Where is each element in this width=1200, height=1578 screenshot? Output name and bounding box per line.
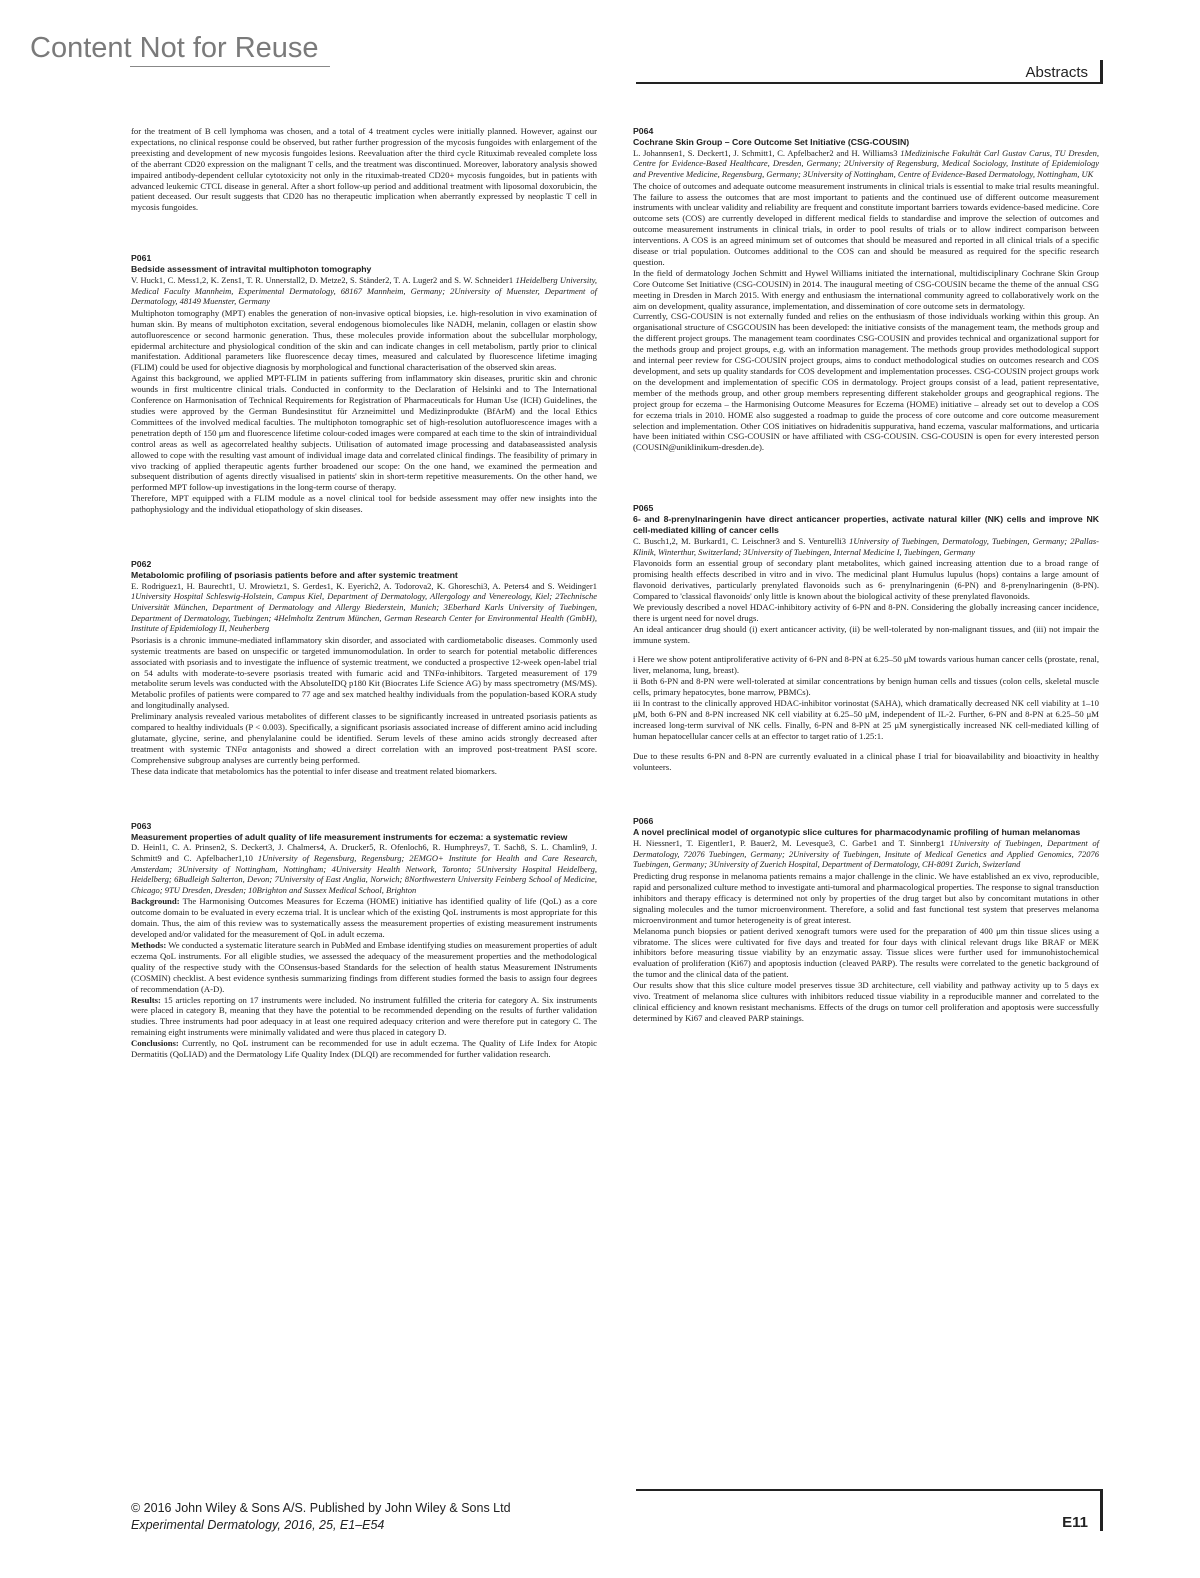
abstract-authors	[633, 148, 1099, 180]
abstract-p062	[131, 559, 597, 777]
abstract-paragraph: Psoriasis is a chronic immune-mediated inflammatory skin disorder, and associated with cardiometabolic diseases. Commonly used systemic treatments are based on unspecific or targeted immunomodulation. In order to search for potential metabolic differences associated with psoriasis and to investigate the influence of systemic treatment, we conducted a prospective 12-week open-label trial on 54 adults with moderate-to-severe psoriasis treated with fumaric acid and TNFα-inhibitors. Targeted measurement of 179 metabolite serum levels was conducted with the AbsoluteIDQ p180 Kit (Biocrates Life Science AG) by mass spectrometry (MS/MS). Metabolic profiles of patients were compared to 77 age and sex matched healthy individuals from the population-based KORA study and longitudinally analysed.	[131, 634, 597, 711]
abstract-title: Bedside assessment of intravital multiphoton tomography	[131, 264, 372, 275]
abstract-code: P063	[131, 820, 152, 831]
methods-text: We conducted a systematic literature search in PubMed and Embase identifying studies on measurement properties of adult eczema QoL instruments. For all eligible studies, we assessed the adequacy of the measurement properties and the methodological quality of the respective study with the COnsensus-based Standards for the selection of health status Measurement INstruments (COSMIN) checklist. A best evidence synthesis summarizing findings from different studies formed the basis to assign four degrees of recommendation (A-D).	[131, 940, 597, 994]
abstract-continuation	[131, 126, 597, 213]
list-item: iii In contrast to the clinically approved HDAC-inhibitor vorinostat (SAHA), which dramatically decreased NK cell viability at 1–10 μM, both 6-PN and 8-PN increased NK cell viability at 6.25–50 μM, independent of IL-2. Further, 6-PN and 8-PN at 6.25–50 μM increased long-term survival of NK cells. Finally, 6-PN and 8-PN at 25 μM synergistically increased NK cell-mediated killing of human hepatocellular cancer cells at an effector to target ratio of 1.25:1.	[633, 698, 1099, 741]
abstract-authors	[131, 842, 597, 895]
abstract-paragraph: Melanoma punch biopsies or patient derived xenograft tumors were used for the preparation of 400 μm thin tissue slices using a vibratome. The slices were cultivated for five days and treated for four days with clinical relevant drugs like BRAF or MEK inhibitors before measuring tissue viability by an enzymatic assay. Tissue slices were further used for immunohistochemical evaluation of proliferation (Ki67) and apoptosis induction (cleaved PARP). The results were correlated to the genetic background of the tumor and the clinical data of the patient.	[633, 925, 1099, 980]
abstract-p066	[633, 816, 1099, 1023]
abstract-paragraph: Due to these results 6-PN and 8-PN are currently evaluated in a clinical phase I trial for bioavailability and bioactivity in healthy volunteers.	[633, 750, 1099, 772]
abstract-paragraph: These data indicate that metabolomics has the potential to infer disease and treatment related biomarkers.	[131, 765, 497, 776]
background-label: Background:	[131, 896, 180, 907]
abstract-paragraph: Our results show that this slice culture model preserves tissue 3D architecture, cell viability and pathway activity up to 5 days ex vivo. Treatment of melanoma slice cultures with inhibitors reduced tissue viability in a reproducible manner and correlated to the clinical efficiency and known resistant mechanisms. Effects of the drugs on tumor cell proliferation and apoptosis were successfully determined by Ki67 and cleaved PARP stainings.	[633, 980, 1099, 1023]
author-list: C. Busch1,2, M. Burkard1, C. Leischner3 and S. Venturelli3	[633, 535, 846, 546]
abstract-code: P066	[633, 816, 654, 827]
abstract-paragraph: An ideal anticancer drug should (i) exert anticancer activity, (ii) be well-tolerated by non-malignant tissues, and (iii) not impair the immune system.	[633, 623, 1099, 645]
abstract-code: P065	[633, 503, 654, 514]
abstract-authors	[131, 581, 597, 634]
right-column	[633, 126, 1099, 1048]
abstract-authors	[131, 275, 597, 307]
abstract-paragraph: We previously described a novel HDAC-inhibitory activity of 6-PN and 8-PN. Considering the globally increasing cancer incidence, there is urgent need for novel drugs.	[633, 601, 1099, 623]
header-rule-vertical	[1100, 60, 1103, 84]
journal-citation: Experimental Dermatology, 2016, 25, E1–E54	[131, 1518, 385, 1532]
abstract-paragraph: Therefore, MPT equipped with a FLIM module as a novel clinical tool for bedside assessment may offer new insights into the pathophysiology and the individual etiopathology of skin diseases.	[131, 493, 597, 515]
affiliations: 1University of Tuebingen, Department of Dermatology, 72076 Tuebingen, Germany; 2University of Tuebingen, Insitute of Medical Genetics and Applied Genomics, 72076 Tuebingen, Germany; 3University of Zuerich Hospital, Department of Dermatology, CH-8091 Zurich, Swizerland	[633, 838, 1099, 870]
abstract-p061	[131, 253, 597, 515]
affiliations: 1Heidelberg University, Medical Faculty Mannheim, Experimental Dermatology, 68167 Mannheim, Germany; 2University of Muenster, Department of Dermatology, 48149 Muenster, Germany	[131, 275, 597, 307]
abstract-paragraph: Currently, CSG-COUSIN is not externally funded and relies on the enthusiasm of those individuals working within this group. An organisational structure of CSGCOUSIN has been developed: the initiative consists of the management team, the methods group and the different project groups. The management team coordinates CSG-COUSIN and provides technical and organizational support for the methods group and project groups, e.g. with an information management. The methods group provides methodological support and internal peer review for CSG-COUSIN project groups, aims to conduct methodological studies on outcomes research and COS development, and sets up quality standards for COS development and implementation processes. CSG-COUSIN project groups work on the development and implementation of specific COS in dermatology. Project groups consist of a lead, patient representative, member of the methods group, and other group members representing different stakeholder groups and geographical regions. The project group for eczema – the Harmonising Outcome Measures for Eczema (HOME) initiative – already set out to develop a COS for eczema trials in 2010. HOME also suggested a roadmap to guide the process of core outcome and core outcome measurement selection and implementation. Other COS initiatives on hidradenitis suppurativa, hand eczema, vascular malformations, and urticaria have been initiated within CSG-COUSIN or have affiliated with CSG-COUSIN. CSG-COUSIN is open for every interested person (COUSIN@uniklinikum-dresden.de).	[633, 311, 1099, 453]
abstract-background	[131, 896, 597, 940]
page-number: E11	[1062, 1514, 1088, 1531]
abstract-paragraph: In the field of dermatology Jochen Schmitt and Hywel Williams initiated the international, multidisciplinary Cochrane Skin Group Core Outcome Set Initiative (CSG-COUSIN) in 2014. The inaugural meeting of CSG-COUSIN became the theme of the annual CSG meeting in Dresden in March 2015. With energy and enthusiasm the international community agreed to collaboratively work on the aim on development, quality assurance, implementation, and dissemination of core outcome sets in dermatology.	[633, 267, 1099, 311]
spacer	[633, 742, 1099, 751]
results-text: 15 articles reporting on 17 instruments were included. No instrument fulfilled the criteria for category A. Six instruments were placed in category B, meaning that they have the potential to be recommended depending on the results of further validation studies. Three instruments had poor adequacy in at least one required adequacy criterion and were therefore put in category C. The remaining eight instruments were minimally validated and were thus placed in category D.	[131, 994, 597, 1038]
author-list: H. Niessner1, T. Eigentler1, P. Bauer2, M. Levesque3, C. Garbe1 and T. Sinnberg1	[633, 838, 945, 849]
abstract-paragraph: Preliminary analysis revealed various metabolites of different classes to be significantly increased in untreated psoriasis patients as compared to healthy individuals (P < 0.003). Specifically, a significant psoriasis associated increase of different amino acid including glutamate, glycine, serine, and phenylalanine could be identified. Serum levels of these amino acids strongly decreased after treatment with systemic TNFα antagonists and showed a direct correlation with an improved post-treatment PASI score. Comprehensive subgroup analyses are currently being performed.	[131, 711, 597, 765]
conclusions-label: Conclusions:	[131, 1038, 179, 1049]
footer	[131, 1500, 511, 1534]
continuation-text: for the treatment of B cell lymphoma was chosen, and a total of 4 treatment cycles were initially planned. However, against our expectations, no clinical response could be observed, but rather further progression of the mycosis fungoides with enlargement of the preexisting and development of new mycosis fungoides lesions. Reevaluation after the third cycle Rituximab revealed complete loss of the aberrant CD20 expression on the malignant T cells, and the treatment was discontinued. Moreover, laboratory analysis showed impaired antibody-dependent cellular cytotoxicity not only in the rituximab-treated CD20+ mycosis fungoides, but in patients with advanced leukemic CTCL disease in general. After a short follow-up period and additional treatment with liposomal doxorubicin, the patient deceased. Our result suggests that CD20 has no therapeutic implication when aberrantly expressed by neoplastic T cell in mycosis fungoides.	[131, 126, 597, 213]
list-item: ii Both 6-PN and 8-PN were well-tolerated at similar concentrations by benign human cells and tissues (colon cells, skeletal muscle cells, primary hepatocytes, bone marrow, PBMCs).	[633, 676, 1099, 698]
author-list: E. Rodriguez1, H. Baurecht1, U. Mrowietz1, S. Gerdes1, K. Eyerich2, A. Todorova2, K. Ghoreschi3, A. Peters4 and S. Weidinger1	[131, 580, 597, 591]
list-item: i Here we show potent antiproliferative activity of 6-PN and 8-PN at 6.25–50 μM towards various human cancer cells (prostate, renal, liver, melanoma, lung, breast).	[633, 654, 1099, 676]
watermark: Content Not for Reuse	[30, 32, 319, 64]
abstract-p063	[131, 821, 597, 1060]
left-column	[131, 126, 597, 1084]
author-list: V. Huck1, C. Mess1,2, K. Zens1, T. R. Unnerstall2, D. Metze2, S. Ständer2, T. A. Luger2 and S. W. Schneider1	[131, 275, 514, 286]
methods-label: Methods:	[131, 940, 167, 951]
watermark-underline	[130, 66, 330, 67]
affiliations: 1University of Regensburg, Regensburg; 2EMGO+ Institute for Health and Care Research, Amsterdam; 3University of Nottingham, Nottingham; 4University Health Network, Toronto; 5University Hospital Heidelberg, Heidelberg; 6Budleigh Salterton, Devon; 7University of East Anglia, Norwich; 8Northwestern University Feinberg School of Medicine, Chicago; 9TU Dresden, Dresden; 10Brighton and Sussex Medical School, Brighton	[131, 853, 598, 895]
abstract-conclusions	[131, 1038, 597, 1060]
abstract-paragraph: Multiphoton tomography (MPT) enables the generation of non-invasive optical biopsies, i.e. high-resolution in vivo examination of human skin. By means of multiphoton excitation, several endogenous biomolecules like NADH, melanin, collagen or elastin show autofluorescence or second harmonic generation. Thus, these molecules provide information about the subcellular morphology, epidermal architecture and physiological condition of the skin and can indicate changes in cell metabolism, partly prior to clinical manifestation. Additional parameters like fluorescence decay times, measured and calculated by fluorescence lifetime imaging (FLIM) could be used for objective diagnosis by morphological and functional characterisation of the observed skin areas.	[131, 307, 597, 373]
abstract-authors	[633, 536, 1099, 557]
abstract-paragraph: Flavonoids form an essential group of secondary plant metabolites, which gained increasing attention due to a broad range of promising health effects described in vitro and in vivo. The medicinal plant Humulus lupulus (hops) contains a large amount of flavonoid derivatives, particularly prenylated flavonoids such as 6- prenylnaringenin (6-PN) and 8-prenylnaringenin (8-PN). Compared to 'classical flavonoids' only little is known about the biological activity of these prenylated flavonoids.	[633, 558, 1099, 601]
footer-rule	[636, 1489, 1102, 1491]
author-list: D. Heinl1, C. A. Prinsen2, S. Deckert3, J. Chalmers4, A. Drucker5, R. Ofenloch6, R. Humphreys7, T. Sach8, S. L. Chamlin9, J. Schmitt9 and C. Apfelbacher1,10	[131, 842, 597, 864]
abstract-authors	[633, 838, 1099, 870]
abstract-results	[131, 995, 597, 1039]
abstract-code: P062	[131, 559, 152, 570]
abstract-p064	[633, 126, 1099, 453]
affiliations: 1University Hospital Schleswig-Holstein, Campus Kiel, Department of Dermatology, Allergology and Venereology, Kiel; 2Technische Universität München, Department of Dermatology and Allergy Biederstein, Munich; 3Eberhard Karls University of Tuebingen, Department of Dermatology, Tuebingen; 4Helmholtz Zentrum München, German Research Center for Environmental Health (GmbH), Institute of Epidemiology II, Neuherberg	[131, 591, 597, 634]
abstract-title: Measurement properties of adult quality of life measurement instruments for eczema: a systematic review	[131, 831, 568, 842]
author-list: L. Johannsen1, S. Deckert1, J. Schmitt1, C. Apfelbacher2 and H. Williams3	[633, 147, 898, 158]
affiliations: 1Medizinische Fakultät Carl Gustav Carus, TU Dresden, Centre for Evidence-Based Healthcare, Dresden, Germany; 2University of Regensburg, Medical Sociology, Institute of Epidemiology and Preventive Medicine, Regensburg, Germany; 3University of Nottingham, Centre of Evidence-Based Dermatology, Nottingham, UK	[633, 147, 1100, 179]
abstract-paragraph: The choice of outcomes and adequate outcome measurement instruments in clinical trials is essential to make trial results meaningful. The failure to assess the outcomes that are most important to patients and the continued use of different outcome measurement instruments with unclear validity and reliability are frequent and constitute important barriers towards evidence-based medicine. Core outcome sets (COS) are currently developed in different medical fields to standardise and improve the selection of outcomes and outcome measurement instruments in clinical trials, in order to pool results of trials or to allow indirect comparison between interventions. A COS is an agreed minimum set of outcomes that should be measured and reported in all clinical trials of a specific disease or trial population. Outcomes additional to the COS can and should be measured as required for the specific research question.	[633, 180, 1099, 267]
abstract-paragraph: Against this background, we applied MPT-FLIM in patients suffering from inflammatory skin diseases, pruritic skin and chronic wounds in first multicentre clinical trials. Conducted in conformity to the Declaration of Helsinki and to The International Conference on Harmonisation of Technical Requirements for Registration of Pharmaceuticals for Human Use (ICH) Guidelines, the studies were approved by the German Bundesinstitut für Arzneimittel und Medizinprodukte (BfArM) and the local Ethics Committees of the involved medical faculties. The multiphoton tomographic set of high-resolution autofluorescence images with a penetration depth of 150 μm and fluorescence lifetime colour-coded images were compared at each time to the skin of intraindividual control areas as well as agecorrelated healthy subjects. Utilisation of automated image processing and databaseassisted analysis allowed to cope with the resulting vast amount of individual image data and correlated clinical findings. The feasibility of primary in vivo tracking of applied therapeutic agents further broadened our scope: On the one hand, we examined the permeation and subsequent distribution of agents directly visualised in patients' skin in short-term repetitive measurements. On the other hand, we performed MPT follow-up investigations in the long-term course of therapy.	[131, 373, 597, 493]
copyright: © 2016 John Wiley & Sons A/S. Published by John Wiley & Sons Ltd	[131, 1501, 511, 1515]
footer-rule-vertical	[1100, 1489, 1103, 1531]
spacer	[633, 645, 1099, 654]
header-rule	[636, 82, 1102, 84]
conclusions-text: Currently, no QoL instrument can be recommended for use in adult eczema. The Quality of Life Index for Atopic Dermatitis (QoLIAD) and the Dermatology Life Quality Index (DLQI) are recommended for further validation research.	[131, 1038, 597, 1060]
abstract-methods	[131, 940, 597, 995]
abstract-title: 6- and 8-prenylnaringenin have direct anticancer properties, activate natural killer (NK) cells and improve NK cell-mediated killing of cancer cells	[633, 514, 1099, 536]
abstract-code: P064	[633, 126, 654, 136]
affiliations: 1University of Tuebingen, Dermatology, Tuebingen, Germany; 2Pallas-Klinik, Winterthur, Switzerland; 3University of Tuebingen, Internal Medicine I, Tuebingen, Germany	[633, 535, 1099, 557]
abstract-title: Cochrane Skin Group – Core Outcome Set Initiative (CSG-COUSIN)	[633, 136, 910, 147]
abstract-code: P061	[131, 253, 152, 264]
abstract-title: A novel preclinical model of organotypic slice cultures for pharmacodynamic profiling of human melanomas	[633, 827, 1081, 838]
results-label: Results:	[131, 994, 161, 1005]
abstract-title: Metabolomic profiling of psoriasis patients before and after systemic treatment	[131, 569, 458, 580]
background-text: The Harmonising Outcomes Measures for Eczema (HOME) initiative has identified quality of life (QoL) as a core outcome domain to be evaluated in every eczema trial. It is unclear which of the existing QoL instruments is most appropriate for this domain. Thus, the aim of this review was to systematically assess the measurement properties of existing measurement instruments developed and/or validated for the measurement of QoL in adult eczema.	[131, 896, 597, 940]
abstract-p065	[633, 503, 1099, 772]
abstract-paragraph: Predicting drug response in melanoma patients remains a major challenge in the clinic. We have established an ex vivo, reproducible, rapid and personalized culture method to investigate anti-tumoral and pharmacological properties. The response to signal transduction inhibitors and therapy efficacy is determined not only by properties of the drug target but also by concomitant mutations in other signaling molecules and the tumor microenvironment. Therefore, a solid and fast functional test system that preserves melanoma microenvironment and tumor heterogeneity is of great interest.	[633, 871, 1099, 925]
section-label: Abstracts	[1025, 64, 1088, 81]
